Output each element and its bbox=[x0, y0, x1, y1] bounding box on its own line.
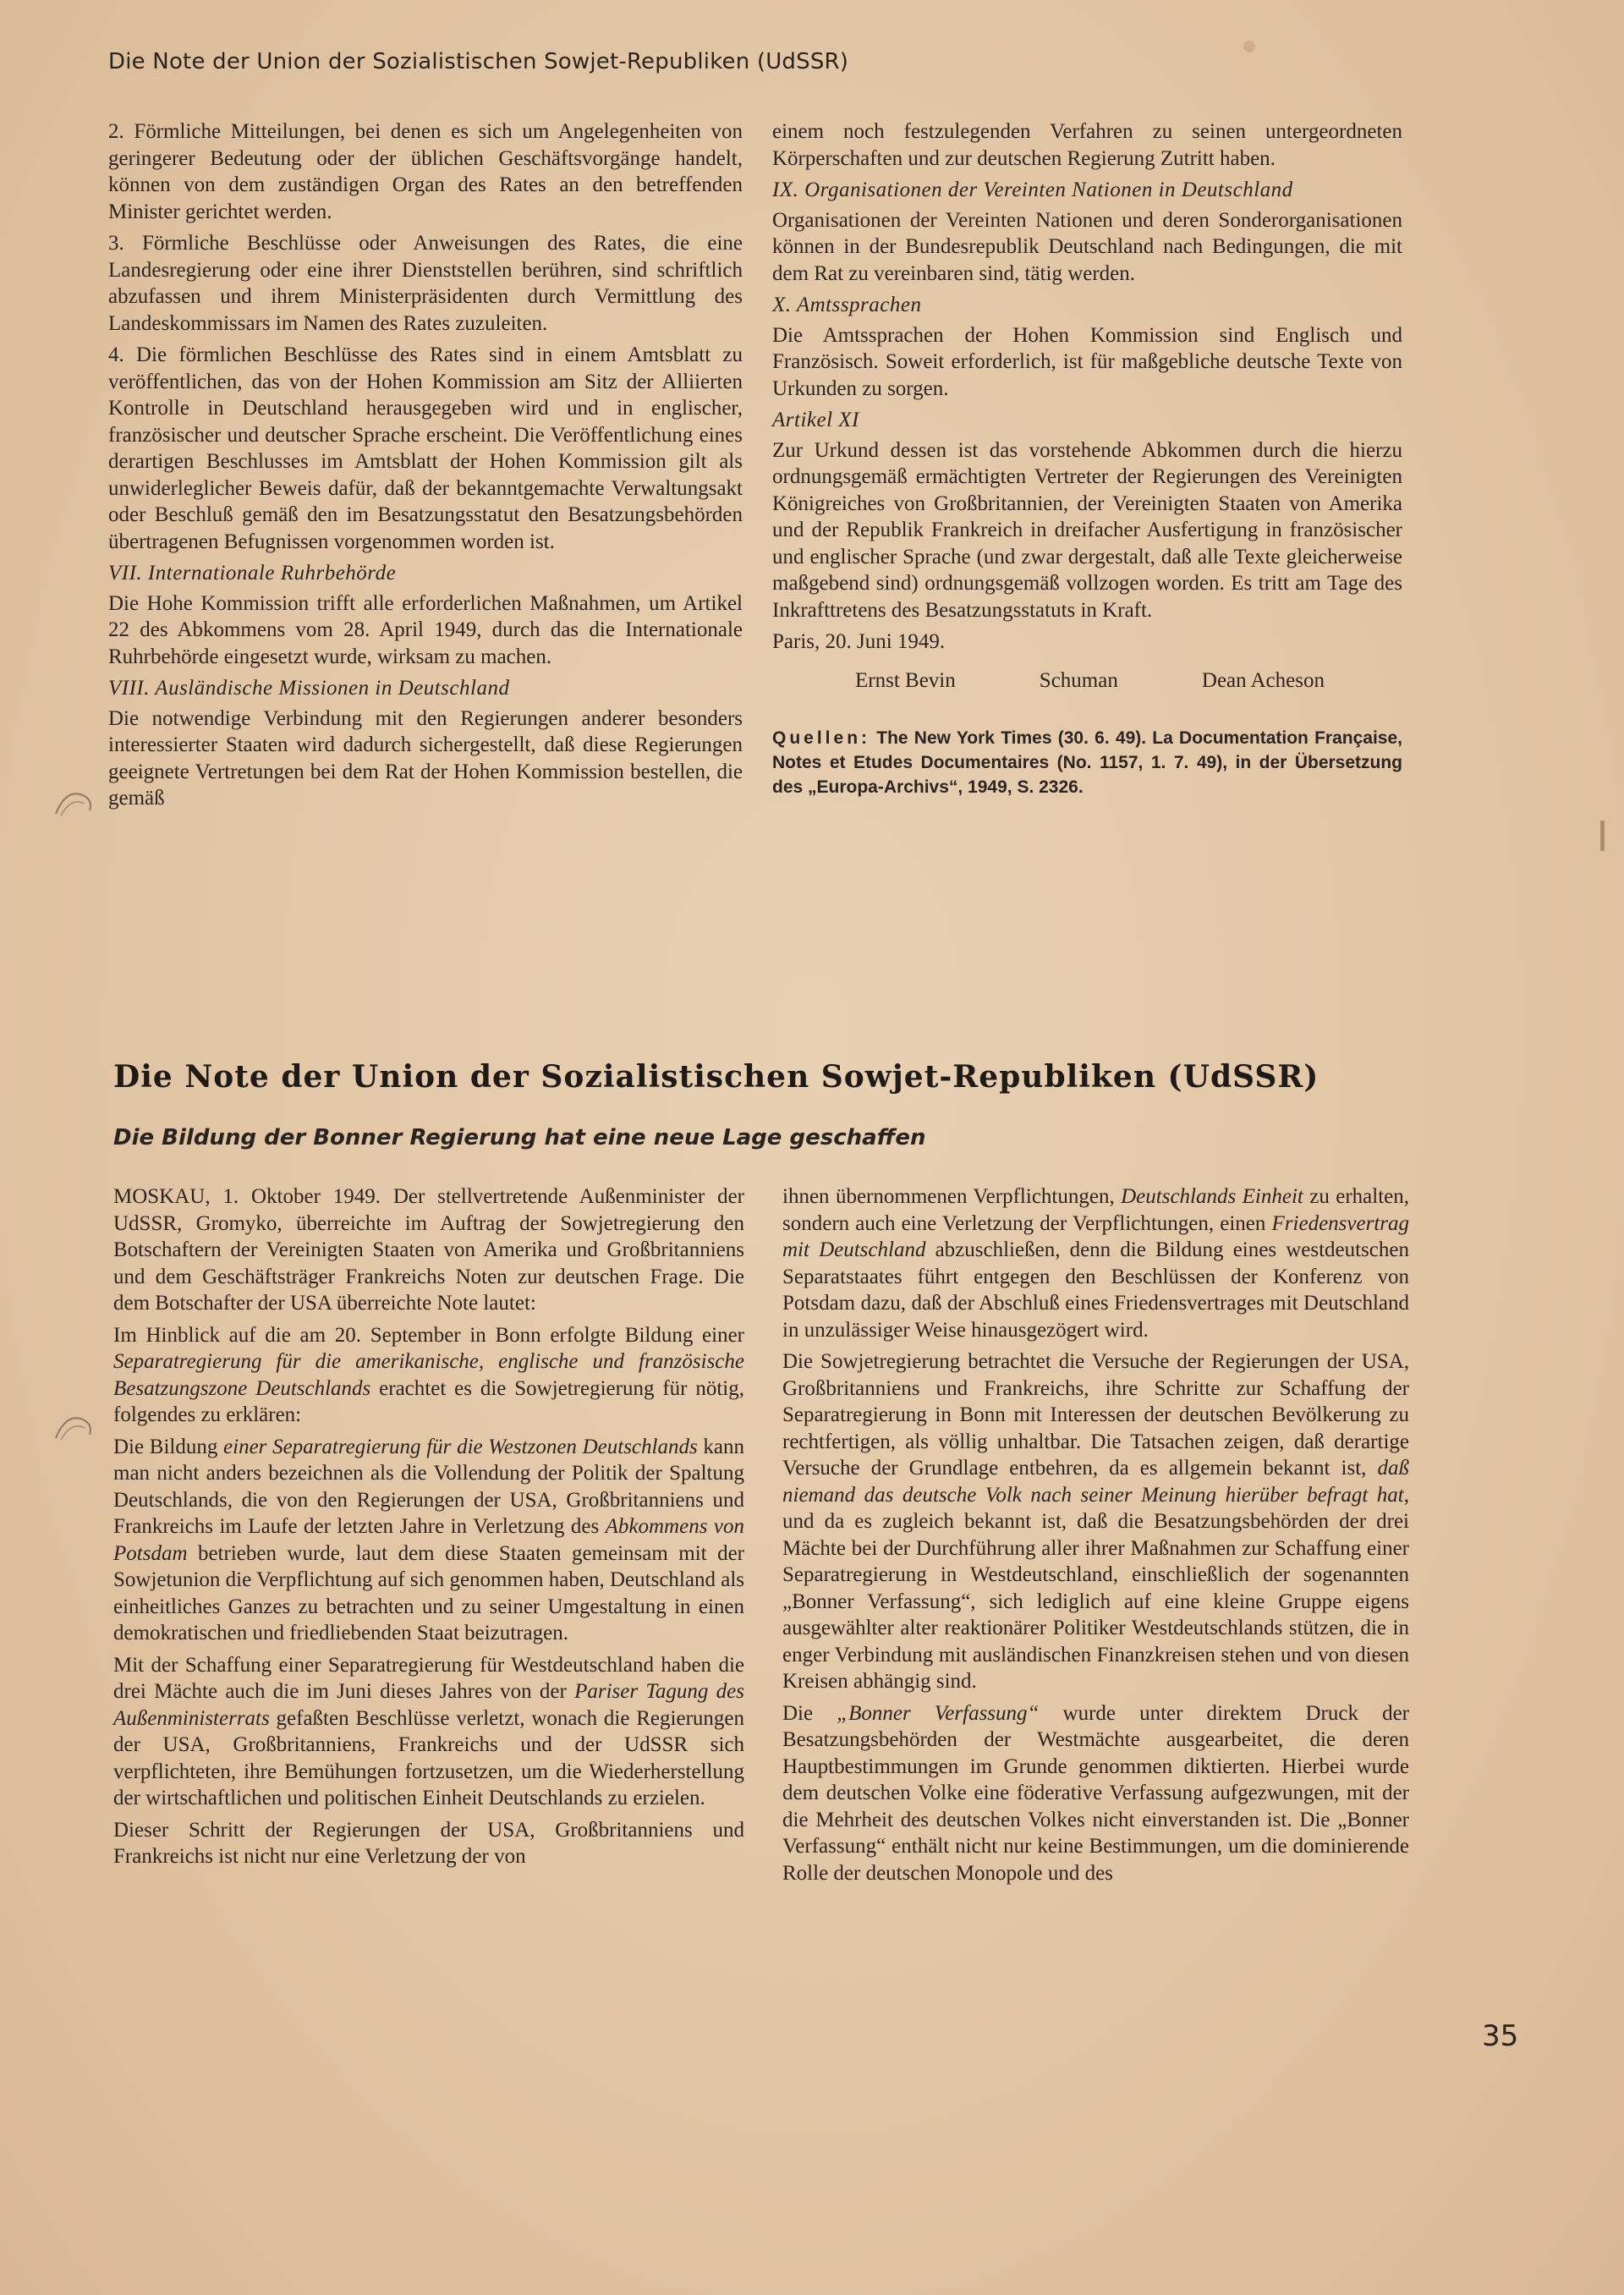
paragraph: 3. Förmliche Beschlüsse oder Anweisungen des Rates, die eine Landesregierung oder eine ihrer Dienststellen berühren, sind schriftlich abzufassen und ihrem Ministerpräsidenten durch Vermittlung des Landeskommissars im Namen des Rates zuzuleiten. bbox=[108, 232, 743, 335]
paragraph: Organisationen der Vereinten Nationen und deren Sonderorganisationen können in der Bundesrepublik Deutschland nach Bedingungen, die mit dem Rat zu vereinbaren sind, tätig werden. bbox=[772, 208, 1402, 285]
paragraph: Die Amtssprachen der Hohen Kommission sind Englisch und Französisch. Soweit erforderlich, ist für maßgebliche deutsche Texte von Urkunden zu sorgen. bbox=[772, 323, 1402, 400]
emphasis: Pariser Tagung des Außenministerrats bbox=[113, 1680, 745, 1730]
section-heading: VIII. Ausländische Missionen in Deutschland bbox=[108, 677, 510, 700]
article-subtitle: Die Bildung der Bonner Regierung hat eine neue Lage geschaffen bbox=[113, 1125, 926, 1150]
emphasis: Deutschlands Einheit bbox=[1121, 1185, 1303, 1208]
signature-name: Dean Acheson bbox=[1201, 668, 1325, 692]
running-head: Die Note der Union der Sozialistischen Sowjet-Republiken (UdSSR) bbox=[108, 49, 849, 74]
section-heading: Artikel XI bbox=[772, 409, 859, 431]
section-heading: X. Amtssprachen bbox=[772, 294, 922, 316]
signatures bbox=[855, 667, 1325, 695]
signature-name: Schuman bbox=[1039, 668, 1118, 692]
smudge-mark bbox=[1237, 34, 1262, 59]
paragraph: Zur Urkund dessen ist das vorstehende Abkommen durch die hierzu ordnungsgemäß ermächtigten Vertreter der Regierungen des Vereinigten Königreiches von Großbritannien, der Vereinigten Staaten von Amerika und der Republik Frankreich in dreifacher Ausfertigung in französischer und englischer Sprache (und zwar dergestalt, daß alle Texte gleicherweise maßgebend sind) ordnungsgemäß vollzogen worden. Es tritt am Tage des Inkrafttretens des Besatzungsstatuts in Kraft. bbox=[772, 438, 1402, 622]
emphasis: Separatregierung für die amerikanische, englische und französische Besatzungszone Deutschlands bbox=[113, 1350, 744, 1400]
paragraph: Die notwendige Verbindung mit den Regierungen anderer besonders interessierter Staaten wird dadurch sichergestellt, daß diese Regierungen geeignete Vertretungen bei dem Rat der Hohen Kommission bestellen, die gemäß bbox=[108, 706, 743, 810]
emphasis: Abkommens von Potsdam bbox=[113, 1515, 744, 1565]
place-date: Paris, 20. Juni 1949. bbox=[772, 630, 946, 653]
top-left-column bbox=[108, 118, 743, 817]
paragraph: Mit der Schaffung einer Separatregierung für Westdeutschland haben die drei Mächte auch die im Juni dieses Jahres von der Pariser Tagung des Außenministerrats gefaßten Beschlüsse verletzt, wonach die Regierungen der USA, Großbritanniens, Frankreichs und der UdSSR sich verpflichteten, ihre Bemühungen fortzusetzen, um die Wiederherstellung der wirtschaftlichen und politischen Einheit Deutschlands zu erzielen. bbox=[113, 1653, 745, 1809]
binding-hole-mark bbox=[49, 1404, 100, 1452]
sources-label: Quellen: bbox=[772, 728, 871, 748]
paragraph: 4. Die förmlichen Beschlüsse des Rates sind in einem Amtsblatt zu veröffentlichen, das von der Hohen Kommission am Sitz der Alliierten Kontrolle in Deutschland herausgegeben wird und in englischer, französischer und deutscher Sprache erscheint. Die Veröffentlichung eines derartigen Beschlusses im Amtsblatt der Hohen Kommission gilt als unwiderleglicher Beweis dafür, daß der bekanntgemachte Verwaltungsakt oder Beschluß gemäß den im Besatzungsstatut den Besatzungsbehörden übertragenen Befugnissen vorgenommen worden ist. bbox=[108, 343, 743, 553]
emphasis: „Bonner Verfassung“ bbox=[837, 1701, 1040, 1725]
section-heading: VII. Internationale Ruhrbehörde bbox=[108, 562, 397, 585]
paragraph: Die Sowjetregierung betrachtet die Versuche der Regierungen der USA, Großbritanniens und Frankreichs, ihre Schritte zur Schaffung der Separatregierung in Bonn mit Interessen der deutschen Bevölkerung zu rechtfertigen, als völlig unhaltbar. Die Tatsachen zeigen, daß derartige Versuche der Grundlage entbehren, da es allgemein bekannt ist, daß niemand das deutsche Volk nach seiner Meinung hierüber befragt hat, und da es zugleich bekannt ist, daß die Besatzungsbehörden der drei Mächte bei der Durchführung aller ihrer Maßnahmen zur Schaffung einer Separatregierung in Westdeutschland, einschließlich der sogenannten „Bonner Verfassung“, sich lediglich auf eine kleine Gruppe eigens ausgewählter alter reaktionärer Politiker Westdeutschlands stützen, die in enger Verbindung mit ausländischen Finanzkreisen stehen und von diesen Kreisen abhängig sind. bbox=[782, 1350, 1409, 1693]
emphasis: Friedensvertrag mit Deutschland bbox=[782, 1211, 1409, 1261]
page-number: 35 bbox=[1482, 2019, 1519, 2053]
top-right-column bbox=[772, 118, 1402, 799]
paragraph: einem noch festzulegenden Verfahren zu seinen untergeordneten Körperschaften und zur deutschen Regierung Zutritt haben. bbox=[772, 120, 1402, 170]
paragraph: Die Bildung einer Separatregierung für die Westzonen Deutschlands kann man nicht anders bezeichnen als die Vollendung der Politik der Spaltung Deutschlands, die von den Regierungen der USA, Großbritanniens und Frankreichs im Laufe der letzten Jahre in Verletzung des Abkommens von Potsdam betrieben wurde, laut dem diese Staaten gemeinsam mit der Sowjetunion die Verpflichtung auf sich genommen haben, Deutschland als einheitliches Ganzes zu betrachten und zu seiner Umgestaltung in einen demokratischen und friedliebenden Staat beizutragen. bbox=[113, 1435, 744, 1644]
bottom-left-column bbox=[113, 1183, 744, 1875]
emphasis: einer Separatregierung für die Westzonen Deutschlands bbox=[223, 1435, 698, 1458]
paragraph: Die Hohe Kommission trifft alle erforderlichen Maßnahmen, um Artikel 22 des Abkommens vom 28. April 1949, durch das die Internationale Ruhrbehörde eingesetzt wurde, wirksam zu machen. bbox=[108, 591, 743, 668]
sources-note bbox=[772, 726, 1402, 799]
paragraph: Die „Bonner Verfassung“ wurde unter direktem Druck der Besatzungsbehörden der Westmächte ausgearbeitet, die deren Hauptbestimmungen im Grunde genommen diktierten. Hierbei wurde dem deutschen Volke eine föderative Verfassung aufgezwungen, mit der die Mehrheit des deutschen Volkes nicht einverstanden ist. Die „Bonner Verfassung“ enthält nicht nur keine Bestimmungen, um die dominierende Rolle der deutschen Monopole und des bbox=[782, 1701, 1409, 1885]
section-heading: IX. Organisationen der Vereinten Nationen in Deutschland bbox=[772, 178, 1293, 201]
binding-hole-mark bbox=[49, 780, 100, 827]
smudge-mark bbox=[1599, 821, 1607, 854]
paragraph: Im Hinblick auf die am 20. September in Bonn erfolgte Bildung einer Separatregierung für die amerikanische, englische und französische Besatzungszone Deutschlands erachtet es die Sowjetregierung für nötig, folgendes zu erklären: bbox=[113, 1323, 745, 1426]
bottom-right-column bbox=[782, 1183, 1409, 1891]
paragraph: Dieser Schritt der Regierungen der USA, Großbritanniens und Frankreichs ist nicht nur eine Verletzung der von bbox=[113, 1818, 744, 1868]
paragraph: ihnen übernommenen Verpflichtungen, Deutschlands Einheit zu erhalten, sondern auch eine Verletzung der Verpflichtungen, einen Friedensvertrag mit Deutschland abzuschließen, denn die Bildung eines westdeutschen Separatstaates führt entgegen den Beschlüssen der Konferenz von Potsdam dazu, daß der Abschluß eines Friedensvertrages mit Deutschland in unzulässiger Weise hinausgezögert wird. bbox=[782, 1185, 1410, 1342]
sources-text: The New York Times (30. 6. 49). La Documentation Française, Notes et Etudes Documentaires (No. 1157, 1. 7. 49), in der Übersetzung des „Europa-Archivs“, 1949, S. 2326. bbox=[772, 728, 1402, 797]
paragraph: 2. Förmliche Mitteilungen, bei denen es sich um Angelegenheiten von geringerer Bedeutung oder der üblichen Geschäftsvorgänge handelt, können von dem zuständigen Organ des Rates an den betreffenden Minister gerichtet werden. bbox=[108, 120, 743, 223]
signature-name: Ernst Bevin bbox=[855, 668, 956, 692]
emphasis: daß niemand das deutsche Volk nach seiner Meinung hierüber befragt hat bbox=[782, 1457, 1409, 1507]
article-title: Die Note der Union der Sozialistischen Sowjet-Republiken (UdSSR) bbox=[113, 1059, 1320, 1095]
paragraph: MOSKAU, 1. Oktober 1949. Der stellvertretende Außenminister der UdSSR, Gromyko, überreichte im Auftrag der Sowjetregierung den Botschaftern der Vereinigten Staaten von Amerika und Großbritanniens und dem Geschäftsträger Frankreichs Noten zur deutschen Frage. Die dem Botschafter der USA überreichte Note lautet: bbox=[113, 1185, 744, 1315]
